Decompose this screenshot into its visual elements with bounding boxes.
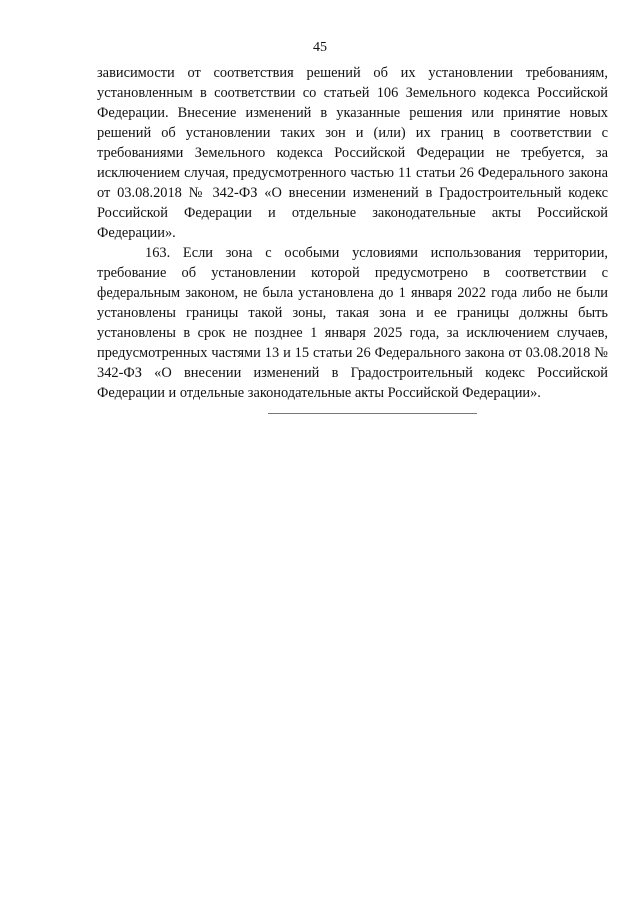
- document-body: [97, 63, 608, 403]
- page-number: 45: [313, 40, 327, 55]
- paragraph-163: 163. Если зона с особыми условиями использования территории, требование об установлении которой предусмотрено в соответствии с федеральным законом, не была установлена до 1 января 2022 года либо не были установлены границы такой зоны, такая зона и ее границы должны быть установлены в срок не позднее 1 января 2025 года, за исключением случаев, предусмотренных частями 13 и 15 статьи 26 Федерального закона от 03.08.2018 № 342-ФЗ «О внесении изменений в Градостроительный кодекс Российской Федерации и отдельные законодательные акты Российской Федерации».: [97, 245, 608, 401]
- end-divider-line: [268, 413, 477, 414]
- paragraph-continuation: зависимости от соответствия решений об их установлении требованиям, установленным в соответствии со статьей 106 Земельного кодекса Российской Федерации. Внесение изменений в указанные решения или принятие новых решений об установлении таких зон и (или) их границ в соответствии с требованиями Земельного кодекса Российской Федерации не требуется, за исключением случая, предусмотренного частью 11 статьи 26 Федерального закона от 03.08.2018 № 342-ФЗ «О внесении изменений в Градостроительный кодекс Российской Федерации и отдельные законодательные акты Российской Федерации».: [97, 65, 608, 241]
